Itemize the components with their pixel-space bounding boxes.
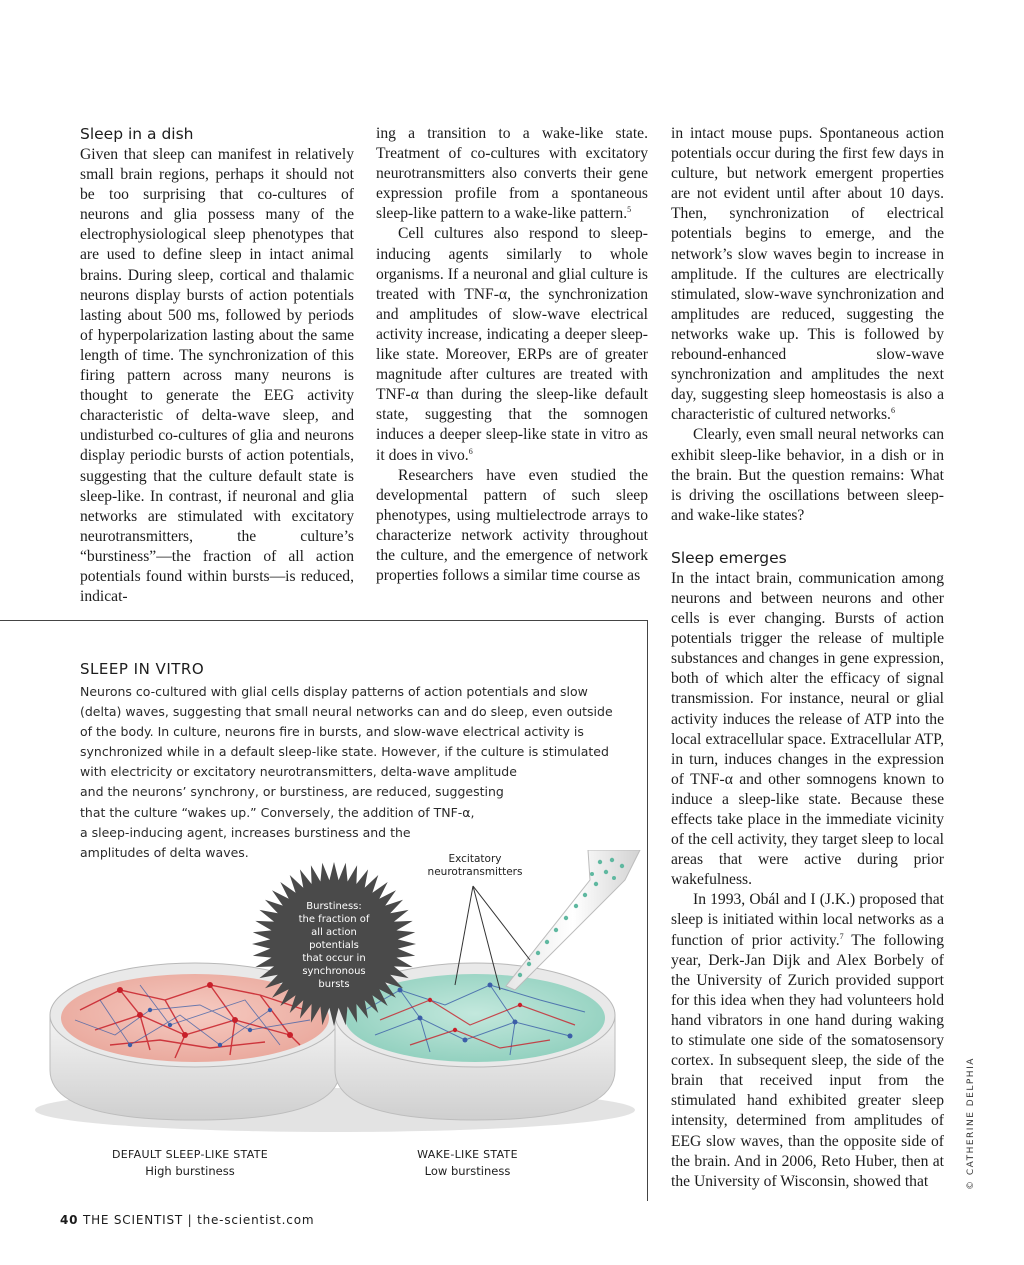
left-dish-subtitle: High burstiness (145, 1164, 235, 1178)
burst-label-line: all action (311, 927, 357, 938)
caption-line: with electricity or excitatory neurotransmitters, delta-wave amplitude (80, 764, 517, 780)
magazine-name: THE SCIENTIST (82, 1213, 183, 1227)
reference-number: 6 (890, 406, 895, 416)
image-credit: © CATHERINE DELPHIA (966, 1057, 976, 1190)
page-number: 40 (60, 1213, 79, 1227)
paragraph-text: in intact mouse pups. Spontaneous action potentials occur during the first few days in culture, but network emergent properties are not evident until after about 10 days. Then, synchronization of electrical potentials begins to emerge, and the network’s slow waves begin to increase in amplitude. If the cultures are electrically stimulated, slow-wave synchronization and amplitudes are reduced, suggesting the networks wake up. This is followed by rebound-enhanced slow-wave synchronization and amplitudes the next day, suggesting sleep homeostasis is also a characteristic of cultured networks. (671, 125, 944, 424)
article-column-3 (671, 124, 944, 1192)
paragraph-text: In 1993, Obál and I (J.K.) proposed that sleep is initiated within local networks as a function of prior activity. (671, 891, 944, 949)
reference-number: 6 (468, 446, 473, 456)
right-dish-title: WAKE-LIKE STATE (417, 1148, 518, 1161)
petri-dish-illustration (0, 850, 647, 1150)
section-heading-sleep-emerges: Sleep emerges (671, 548, 787, 567)
burstiness-label (293, 900, 375, 991)
caption-line: that the culture “wakes up.” Conversely, the addition of TNF-α, (80, 804, 475, 820)
paragraph (376, 224, 648, 465)
left-dish-title: DEFAULT SLEEP-LIKE STATE (112, 1148, 268, 1161)
article-column-1 (80, 124, 354, 607)
right-dish-subtitle: Low burstiness (424, 1164, 511, 1178)
caption-line: a sleep-inducing agent, increases burstiness and the (80, 824, 411, 840)
paragraph-text: Cell cultures also respond to sleep-inducing agents similarly to whole organisms. If a neuronal and glial culture is treated with TNF-α, the synchronization and amplitudes of slow-wave electrical activity increase, indicating a deeper sleep-like state. Moreover, ERPs are of greater magnitude after cultures are treated with TNF-α than during the sleep-like default state, suggesting that the somnogen induces a deeper sleep-like state in vitro as it does in vivo. (376, 225, 648, 464)
paragraph: Researchers have even studied the developmental pattern of such sleep phenotypes, using multielectrode arrays to characterize network activity throughout the culture, and the emergence of network properties follows a similar time course as (376, 466, 648, 585)
paragraph (671, 124, 944, 425)
website-link[interactable]: the-scientist.com (197, 1213, 315, 1227)
caption-line: and the neurons’ synchrony, or burstiness, are reduced, suggesting (80, 784, 504, 800)
paragraph (671, 890, 944, 1191)
footer-separator: | (187, 1213, 193, 1227)
burst-label-line: Burstiness: (306, 901, 362, 912)
caption-line: Neurons co-cultured with glial cells display patterns of action potentials and slow (80, 684, 588, 699)
paragraph (376, 124, 648, 224)
page-footer (60, 1213, 314, 1227)
pipette-label (420, 853, 530, 879)
paragraph: Given that sleep can manifest in relatively small brain regions, perhaps it should not be too surprising that co-cultures of neurons and glia possess many of the electrophysiological sleep phenotypes that are used to define sleep in intact animal brains. During sleep, cortical and thalamic neurons display bursts of action potentials lasting about 500 ms, followed by periods of hyperpolarization lasting about the same length of time. The synchronization of this firing pattern across many neurons is thought to generate the EEG activity characteristic of delta-wave sleep, and undisturbed co-cultures of glia and neurons display periodic bursts of action potentials, suggesting that the culture default state is sleep-like. In contrast, if neuronal and glia networks are stimulated with excitatory neurotransmitters, the culture’s “burstiness”—the fraction of all action potentials found within bursts—is reduced, indicat- (80, 146, 354, 606)
section-heading-sleep-in-a-dish: Sleep in a dish (80, 125, 194, 143)
caption-line: amplitudes of delta waves. (80, 844, 249, 860)
burst-label-line: potentials (309, 940, 359, 951)
paragraph: In the intact brain, communication among neurons and between neurons and other cells is ever changing. Bursts of action potentials trigger the release of multiple substances and changes in gene expression, both of which alter the efficacy of signal transmission. For instance, neural or glial activity induces the release of ATP into the local extracellular space. Extracellular ATP, in turn, induces changes in the expression of TNF-α and other somnogens known to induce a sleep-like state. Because these effects take place in the immediate vicinity of the cell activity, they target sleep to local areas that were active during prior wakefulness. (671, 569, 944, 889)
burst-label-line: the fraction of (298, 914, 370, 925)
pipette-label-line: neurotransmitters (427, 866, 523, 878)
paragraph: Clearly, even small neural networks can exhibit sleep-like behavior, in a dish or in the brain. But the question remains: What is driving the oscillations between sleep- and wake-like states? (671, 426, 944, 524)
burst-label-line: bursts (318, 979, 350, 990)
burst-label-line: synchronous (302, 966, 366, 977)
reference-number: 5 (627, 205, 632, 215)
burst-label-line: that occur in (302, 953, 366, 964)
caption-line: synchronized while in a default sleep-like state. However, if the culture is stimulated (80, 744, 609, 760)
caption-line: of the body. In culture, neurons fire in bursts, and slow-wave electrical activity is (80, 724, 584, 740)
figure-title: SLEEP IN VITRO (80, 660, 205, 678)
article-column-2 (376, 124, 648, 586)
reference-number: 7 (839, 931, 844, 941)
figure-caption (80, 682, 613, 863)
paragraph-text: ing a transition to a wake-like state. Treatment of co-cultures with excitatory neurotransmitters also converts their gene expression profile from a spontaneous sleep-like pattern to a wake-like pattern. (376, 125, 648, 223)
caption-line: (delta) waves, suggesting that small neural networks can and do sleep, even outside (80, 704, 613, 720)
paragraph-text: The following year, Derk-Jan Dijk and Alex Borbely of the University of Zurich provided support for this idea when they had volunteers hold hand vibrators in one hand during waking to stimulate one side of the somatosensory cortex. In subsequent sleep, the side of the brain that received input from the stimulated hand exhibited greater sleep intensity, determined from amplitudes of EEG slow waves, than the opposite side of the brain. And in 2006, Reto Huber, then at the University of Wisconsin, showed that (671, 931, 944, 1190)
pipette-label-line: Excitatory (448, 853, 502, 865)
